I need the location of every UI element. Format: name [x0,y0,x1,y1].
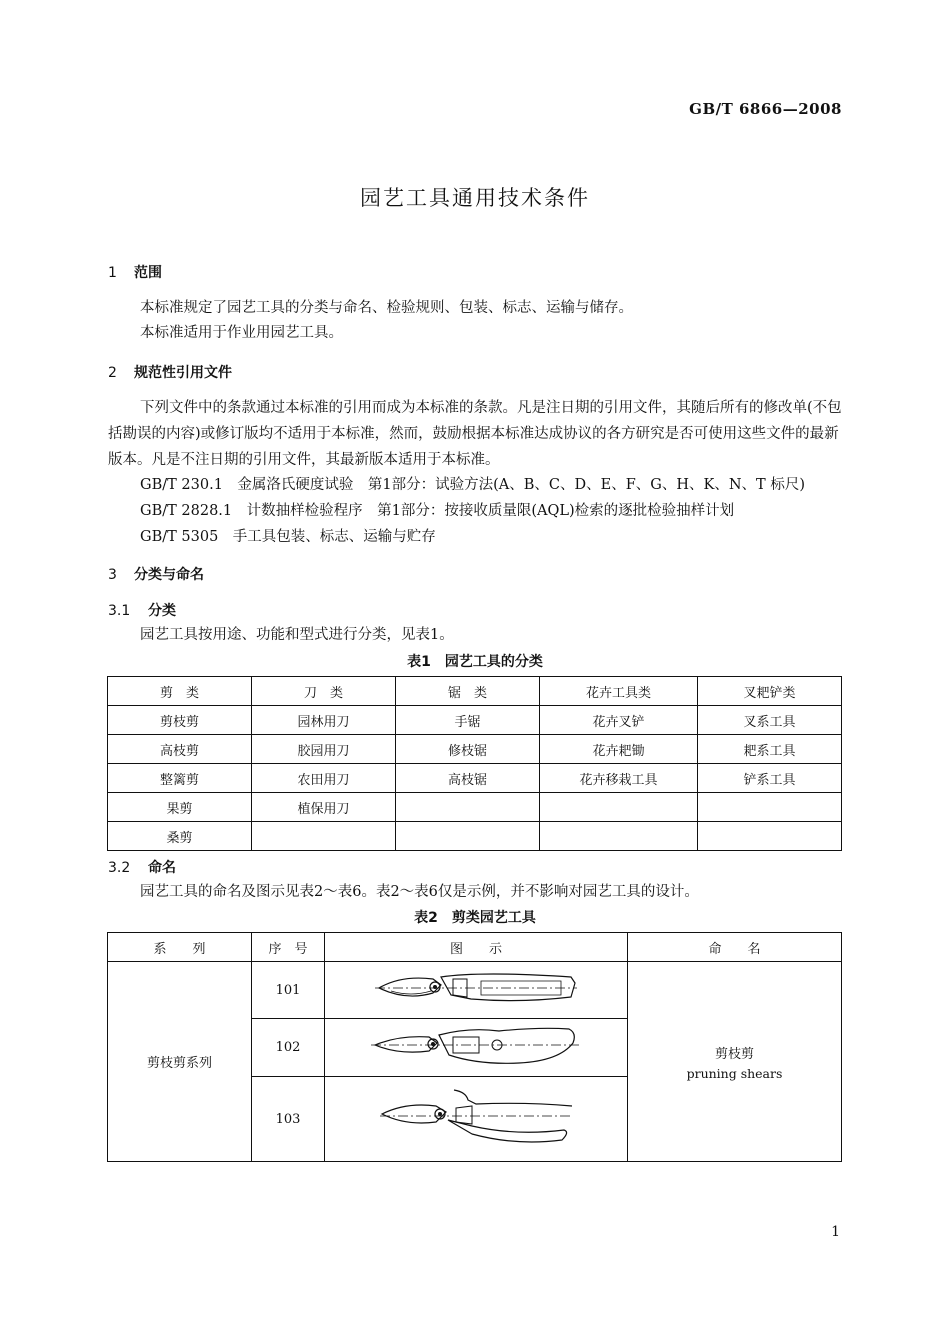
table-2-caption: 表2 剪类园艺工具 [414,910,536,926]
item-number-cell: 101 [252,962,325,1019]
table-cell: 整篱剪 [108,764,252,793]
table-cell: 高枝剪 [108,735,252,764]
table-header-cell: 系 列 [108,933,252,962]
table-cell: 果剪 [108,793,252,822]
name-english: pruning shears [686,1065,783,1081]
table-header-cell: 花卉工具类 [540,677,698,706]
reference-1: GB/T 230.1 金属洛氏硬度试验 第1部分：试验方法(A、B、C、D、E、F、G、H、K、N、T 标尺) [140,477,805,493]
table-cell: 耙系工具 [698,735,842,764]
section-2-heading [108,362,232,382]
pruning-shears-101-illustration [371,965,581,1011]
table-cell: 植保用刀 [252,793,396,822]
table-row [108,706,842,735]
section-title: 分类与命名 [134,567,204,583]
table-cell: 花卉耙锄 [540,735,698,764]
reference-2: GB/T 2828.1 计数抽样检验程序 第1部分：按接收质量限(AQL)检索的逐批检验抽样计划 [140,503,735,519]
section-number: 3.2 [108,860,131,876]
section-title: 分类 [148,603,176,619]
table-cell: 花卉叉铲 [540,706,698,735]
table-cell: 手锯 [396,706,540,735]
page-number: 1 [831,1224,840,1240]
table-cell: 高枝锯 [396,764,540,793]
table-cell: 叉系工具 [698,706,842,735]
section-1-paragraph-1: 本标准规定了园艺工具的分类与命名、检验规则、包装、标志、运输与储存。 [140,300,633,316]
table-cell [252,822,396,851]
table-row [108,822,842,851]
section-number: 3 [108,567,117,583]
table-header-cell: 命 名 [628,933,842,962]
table-1-classification [107,676,842,851]
section-3-2-paragraph: 园艺工具的命名及图示见表2～表6。表2～表6仅是示例，并不影响对园艺工具的设计。 [140,884,699,900]
table-cell [540,822,698,851]
section-title: 命名 [148,860,176,876]
table-cell: 桑剪 [108,822,252,851]
section-title: 规范性引用文件 [134,365,232,381]
table-1-caption: 表1 园艺工具的分类 [407,654,543,670]
reference-3: GB/T 5305 手工具包装、标志、运输与贮存 [140,529,436,545]
table-row [108,793,842,822]
section-3-heading [108,564,204,584]
table-cell: 剪枝剪 [108,706,252,735]
table-2-shears [107,932,842,1162]
table-cell: 胶园用刀 [252,735,396,764]
table-cell: 修枝锯 [396,735,540,764]
table-cell: 铲系工具 [698,764,842,793]
table-header-cell: 序 号 [252,933,325,962]
table-cell [698,822,842,851]
table-row [108,764,842,793]
section-number: 2 [108,365,117,381]
section-1-paragraph-2: 本标准适用于作业用园艺工具。 [140,325,343,341]
section-2-paragraph-1: 下列文件中的条款通过本标准的引用而成为本标准的条款。凡是注日期的引用文件，其随后所有的修改单(不包括勘误的内容)或修订版均不适用于本标准，然而，鼓励根据本标准达成协议的各方研究是否可使用这些文件的最新版本。凡是不注日期的引用文件，其最新版本适用于本标准。 [108,400,842,468]
standard-number: GB/T 6866—2008 [689,100,842,118]
section-title: 范围 [134,265,162,281]
document-title: 园艺工具通用技术条件 [360,186,590,210]
section-number: 3.1 [108,603,131,619]
table-cell [396,822,540,851]
illustration-cell [325,1019,628,1077]
table-cell [396,793,540,822]
table-cell [540,793,698,822]
table-header-cell: 刀 类 [252,677,396,706]
table-header-cell: 图 示 [325,933,628,962]
table-header-cell: 剪 类 [108,677,252,706]
name-cell [628,962,842,1162]
table-header-row [108,677,842,706]
table-cell: 花卉移栽工具 [540,764,698,793]
table-header-cell: 锯 类 [396,677,540,706]
section-3-1-paragraph: 园艺工具按用途、功能和型式进行分类，见表1。 [140,627,454,643]
name-chinese: 剪枝剪 [714,1046,754,1062]
table-cell: 园林用刀 [252,706,396,735]
table-header-cell: 叉耙铲类 [698,677,842,706]
table-row [108,735,842,764]
item-number-cell: 103 [252,1077,325,1162]
pruning-shears-103-illustration [376,1082,576,1152]
series-cell: 剪枝剪系列 [108,962,252,1162]
pruning-shears-102-illustration [369,1023,583,1069]
illustration-cell [325,1077,628,1162]
table-cell [698,793,842,822]
section-1-heading [108,262,162,282]
section-3-2-heading [108,857,176,877]
table-cell: 农田用刀 [252,764,396,793]
table-row [108,962,842,1019]
table-header-row [108,933,842,962]
section-number: 1 [108,265,117,281]
item-number-cell: 102 [252,1019,325,1077]
illustration-cell [325,962,628,1019]
section-3-1-heading [108,600,176,620]
